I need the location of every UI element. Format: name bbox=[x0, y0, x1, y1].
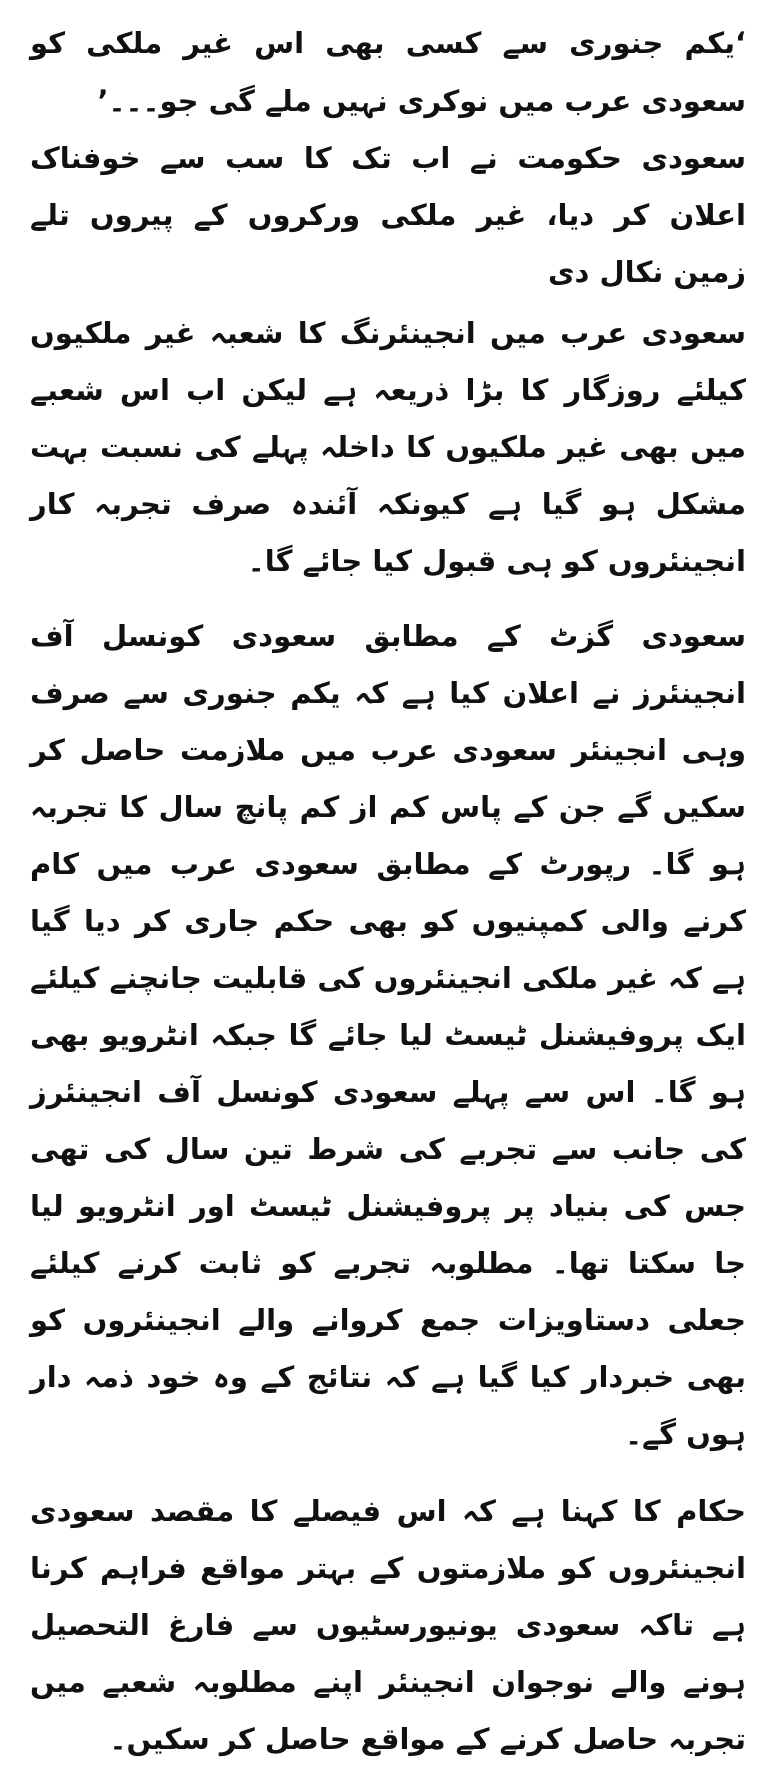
article-paragraph-2: سعودی گزٹ کے مطابق سعودی کونسل آف انجینئرز نے اعلان کیا ہے کہ یکم جنوری سے صرف وہی انجینئر سعودی عرب میں ملازمت حاصل کر سکیں گے جن کے پاس کم از کم پانچ سال کا تجربہ ہو گا۔ رپورٹ کے مطابق سعودی عرب میں کام کرنے والی کمپنیوں کو بھی حکم جاری کر دیا گیا ہے کہ غیر ملکی انجینئروں کی قابلیت جانچنے کیلئے ایک پروفیشنل ٹیسٹ لیا جائے گا جبکہ انٹرویو بھی ہو گا۔ اس سے پہلے سعودی کونسل آف انجینئرز کی جانب سے تجربے کی شرط تین سال کی تھی جس کی بنیاد پر پروفیشنل ٹیسٹ اور انٹرویو لیا جا سکتا تھا۔ مطلوبہ تجربے کو ثابت کرنے کیلئے جعلی دستاویزات جمع کروانے والے انجینئروں کو بھی خبردار کیا گیا ہے کہ نتائج کے وہ خود ذمہ دار ہوں گے۔ bbox=[30, 619, 746, 1451]
article-paragraph-3: حکام کا کہنا ہے کہ اس فیصلے کا مقصد سعودی انجینئروں کو ملازمتوں کے بہتر مواقع فراہم کرنا ہے تاکہ سعودی یونیورسٹیوں سے فارغ التحصیل ہونے والے نوجوان انجینئر اپنے مطلوبہ شعبے میں تجربہ حاصل کرنے کے مواقع حاصل کر سکیں۔ bbox=[30, 1494, 746, 1756]
spacer bbox=[30, 590, 746, 608]
article-headline: ‘یکم جنوری سے کسی بھی اس غیر ملکی کو سعودی عرب میں نوکری نہیں ملے گی جو۔۔۔’ bbox=[30, 26, 746, 118]
spacer bbox=[30, 1463, 746, 1483]
article-paragraph-1: سعودی عرب میں انجینئرنگ کا شعبہ غیر ملکیوں کیلئے روزگار کا بڑا ذریعہ ہے لیکن اب اس شعبے میں بھی غیر ملکیوں کا داخلہ پہلے کی نسبت بہت مشکل ہو گیا ہے کیونکہ آئندہ صرف تجربہ کار انجینئروں کو ہی قبول کیا جائے گا۔ bbox=[30, 316, 746, 578]
article-subheadline: سعودی حکومت نے اب تک کا سب سے خوفناک اعلان کر دیا، غیر ملکی ورکروں کے پیروں تلے زمین نکال دی bbox=[30, 141, 746, 289]
